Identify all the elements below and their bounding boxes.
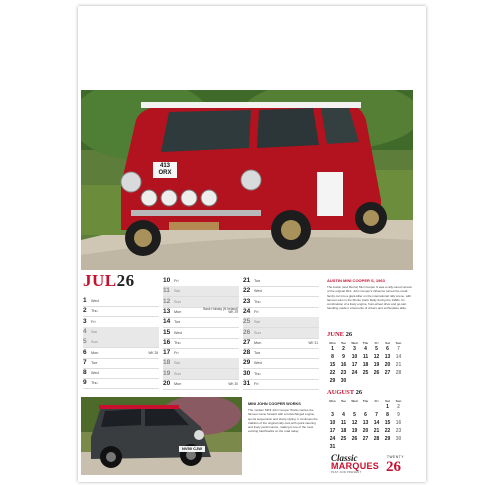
mini-august-year: 26	[355, 389, 363, 396]
mini-day: 27	[362, 436, 369, 442]
mini-june-month: JUNE	[327, 331, 344, 338]
day-number: 1	[83, 297, 87, 304]
day-number: 25	[243, 318, 251, 326]
mini-august-table	[327, 398, 404, 451]
weekday-header: Mon	[329, 398, 336, 403]
day-number: 18	[163, 359, 171, 367]
mini-day: 19	[373, 362, 380, 368]
mini-day: 2	[397, 404, 400, 410]
weekday-header: Thu	[362, 340, 369, 345]
day-number: 2	[83, 307, 87, 315]
day-name: Sun	[254, 330, 261, 335]
weekday-header: Sun	[395, 398, 402, 403]
mini-day: 20	[362, 428, 369, 434]
mini-calendar-august	[327, 389, 417, 451]
mini-day	[382, 377, 393, 385]
day-name: Thu	[254, 371, 261, 376]
mini-day: 22	[329, 370, 336, 376]
day-name: Tue	[254, 279, 261, 283]
mini-day: 6	[386, 346, 389, 352]
mini-day: 28	[373, 436, 380, 442]
day-name: Mon	[174, 309, 182, 314]
mini-day: 2	[342, 346, 345, 352]
day-number: 23	[243, 297, 251, 305]
brand-logo	[329, 453, 419, 475]
day-name: Wed	[254, 361, 262, 366]
bottom-info	[248, 402, 318, 434]
day-name: Thu	[91, 381, 98, 386]
day-name: Fri	[174, 351, 179, 356]
day-name: Sat	[254, 320, 260, 325]
day-number: 29	[243, 359, 251, 367]
bottom-info-heading: MINI JOHN COOPER WORKS	[248, 402, 301, 406]
mini-day	[349, 403, 360, 411]
day-number: 14	[163, 318, 171, 326]
mini-day	[360, 443, 371, 451]
day-number: 9	[83, 379, 87, 387]
day-number: 21	[243, 277, 251, 284]
mini-day: 30	[340, 378, 347, 384]
weekday-header: Sat	[385, 340, 390, 345]
day-number: 10	[163, 277, 171, 284]
mini-day	[371, 403, 382, 411]
mini-day: 20	[384, 362, 391, 368]
mini-day: 7	[375, 412, 378, 418]
mini-day: 8	[386, 412, 389, 418]
mini-day: 25	[362, 370, 369, 376]
day-number: 13	[163, 307, 171, 315]
mini-calendar-june	[327, 331, 417, 385]
mini-day: 17	[329, 428, 336, 434]
day-number: 20	[163, 380, 171, 387]
day-number: 30	[243, 369, 251, 377]
day-number: 6	[83, 348, 87, 356]
mini-june-table	[327, 340, 404, 385]
day-name: Tue	[91, 360, 98, 365]
mini-day: 24	[351, 370, 358, 376]
day-name: Thu	[254, 299, 261, 304]
mini-day: 3	[331, 412, 334, 418]
day-number: 7	[83, 358, 87, 366]
day-number: 24	[243, 307, 251, 315]
weekday-header: Fri	[374, 340, 379, 345]
mini-day: 24	[329, 436, 336, 442]
mini-day: 15	[384, 420, 391, 426]
month-name: JUL	[83, 271, 117, 290]
day-name: Thu	[174, 340, 181, 345]
mini-day: 7	[397, 346, 400, 352]
day-name: Sat	[91, 329, 97, 334]
mini-day: 1	[331, 346, 334, 352]
mini-day: 10	[351, 354, 358, 360]
day-name: Tue	[254, 351, 261, 356]
day-number: 26	[243, 328, 251, 336]
day-number: 16	[163, 338, 171, 346]
day-name: Mon	[254, 340, 262, 345]
mini-june-year: 26	[345, 331, 353, 338]
modern-license-plate: NV50 CJW	[181, 446, 202, 451]
mini-day: 4	[342, 412, 345, 418]
weekday-header: Sat	[385, 398, 390, 403]
day-name: Fri	[91, 319, 96, 324]
mini-day	[349, 443, 360, 451]
mini-day: 18	[362, 362, 369, 368]
day-number: 28	[243, 349, 251, 357]
brand-year: 26	[386, 459, 401, 475]
mini-august-month: AUGUST	[327, 389, 354, 396]
mini-day: 21	[373, 428, 380, 434]
mini-day: 26	[373, 370, 380, 376]
mini-day: 19	[351, 428, 358, 434]
day-name: Fri	[254, 382, 259, 386]
mini-day: 27	[384, 370, 391, 376]
car-info-heading: AUSTIN MINI COOPER S, 1963	[327, 278, 385, 283]
mini-day: 10	[329, 420, 336, 426]
day-name: Sun	[91, 340, 98, 345]
weekday-header: Wed	[351, 340, 358, 345]
day-name: Tue	[174, 320, 181, 325]
mini-day	[349, 377, 360, 385]
mini-day: 31	[329, 444, 336, 450]
weekday-header: Tue	[340, 340, 347, 345]
day-name: Sun	[174, 371, 181, 376]
day-number: 17	[163, 349, 171, 357]
day-name: Wed	[174, 330, 182, 335]
bottom-photo	[81, 397, 242, 475]
day-row	[163, 379, 239, 390]
main-photo	[81, 90, 413, 270]
week-number: WK 29	[228, 309, 238, 314]
mini-day	[327, 403, 338, 411]
mini-day: 28	[395, 370, 402, 376]
day-number: 31	[243, 380, 251, 387]
mini-day: 29	[384, 436, 391, 442]
day-name: Fri	[254, 309, 259, 314]
day-number: 4	[83, 327, 87, 335]
mini-day: 25	[340, 436, 347, 442]
day-number: 22	[243, 287, 251, 295]
day-name: Thu	[91, 309, 98, 314]
day-number: 12	[163, 297, 171, 305]
day-name: Fri	[174, 279, 179, 283]
mini-day: 29	[329, 378, 336, 384]
mini-day: 26	[351, 436, 358, 442]
mini-day: 1	[386, 404, 389, 410]
day-row	[243, 379, 319, 390]
day-number: 19	[163, 369, 171, 377]
mini-day: 15	[329, 362, 336, 368]
mini-day: 11	[362, 354, 369, 360]
day-name: Sun	[174, 299, 181, 304]
car-info	[327, 278, 415, 311]
mini-day: 13	[384, 354, 391, 360]
mini-day: 16	[340, 362, 347, 368]
mini-day: 14	[395, 354, 402, 360]
brand-classic: Classic	[331, 453, 358, 463]
mini-day	[382, 443, 393, 451]
day-name: Wed	[91, 299, 99, 303]
day-number: 11	[163, 287, 170, 295]
week-number: WK 28	[148, 350, 158, 355]
mini-day	[371, 443, 382, 451]
mini-day: 9	[397, 412, 400, 418]
brand-subtitle: PAST AND PRESENT	[331, 471, 362, 474]
mini-day: 22	[384, 428, 391, 434]
car-info-text: The Austin (and Morris) Mini Cooper S was a rally-tuned version of the original Mini. John Cooper's influence turned the small family car into a giant-killer on the international rally scene, with famous wins in the Monte Carlo Rally during the 1960s. Its combination of a lively engine, front-wheel drive and go-kart handling made it a favourite of drivers and enthusiasts alike.	[327, 285, 413, 311]
mini-day	[393, 377, 404, 385]
mini-day: 3	[353, 346, 356, 352]
mini-day: 16	[395, 420, 402, 426]
weekday-header: Mon	[329, 340, 336, 345]
mini-day	[371, 377, 382, 385]
mini-day: 6	[364, 412, 367, 418]
day-number: 15	[163, 328, 171, 336]
bottom-info-text: The modern MINI John Cooper Works carries the famous name forward with a turbocharged engine, sports suspension and sharp styling. It continues the tradition of the original rally cars with quick steering and lively performance, making it one of the most exciting hatchbacks on the road today.	[248, 408, 318, 434]
mini-day: 30	[395, 436, 402, 442]
holiday-note: Bank Holiday (N Ireland)	[203, 306, 238, 311]
mini-day: 12	[373, 354, 380, 360]
day-name: Wed	[254, 289, 262, 294]
weekday-header: Thu	[362, 398, 369, 403]
day-number: 8	[83, 369, 87, 377]
day-number: 5	[83, 338, 87, 346]
mini-day: 23	[340, 370, 347, 376]
mini-june-title	[327, 331, 417, 338]
month-year: 26	[116, 271, 135, 290]
mini-day: 5	[375, 346, 378, 352]
day-number: 27	[243, 338, 251, 346]
mini-day	[393, 443, 404, 451]
mini-day: 5	[353, 412, 356, 418]
mini-day: 23	[395, 428, 402, 434]
weekday-header: Tue	[340, 398, 347, 403]
mini-day: 12	[351, 420, 358, 426]
mini-day: 18	[340, 428, 347, 434]
mini-day	[338, 443, 349, 451]
day-number: 3	[83, 317, 87, 325]
license-plate: 413 ORX	[158, 163, 172, 176]
brand-marques: MARQUES	[331, 461, 380, 471]
mini-august-title	[327, 389, 417, 396]
mini-day: 17	[351, 362, 358, 368]
mini-day: 13	[362, 420, 369, 426]
mini-day: 8	[331, 354, 334, 360]
day-name: Sat	[174, 289, 180, 294]
day-name: Sat	[174, 361, 180, 366]
day-name: Wed	[91, 371, 99, 376]
mini-day: 21	[395, 362, 402, 368]
week-number: WK 30	[228, 382, 238, 386]
mini-day	[360, 403, 371, 411]
mini-day: 14	[373, 420, 380, 426]
day-name: Mon	[174, 382, 182, 386]
month-title	[83, 271, 135, 291]
mini-day: 11	[340, 420, 347, 426]
mini-day	[360, 377, 371, 385]
mini-day	[338, 403, 349, 411]
weekday-header: Fri	[374, 398, 379, 403]
week-number: WK 31	[308, 340, 318, 345]
day-row	[83, 378, 159, 389]
weekday-header: Wed	[351, 398, 358, 403]
mini-day: 4	[364, 346, 367, 352]
day-name: Mon	[91, 350, 99, 355]
weekday-header: Sun	[395, 340, 402, 345]
brand-twenty: TWENTY	[387, 455, 405, 459]
mini-day: 9	[342, 354, 345, 360]
